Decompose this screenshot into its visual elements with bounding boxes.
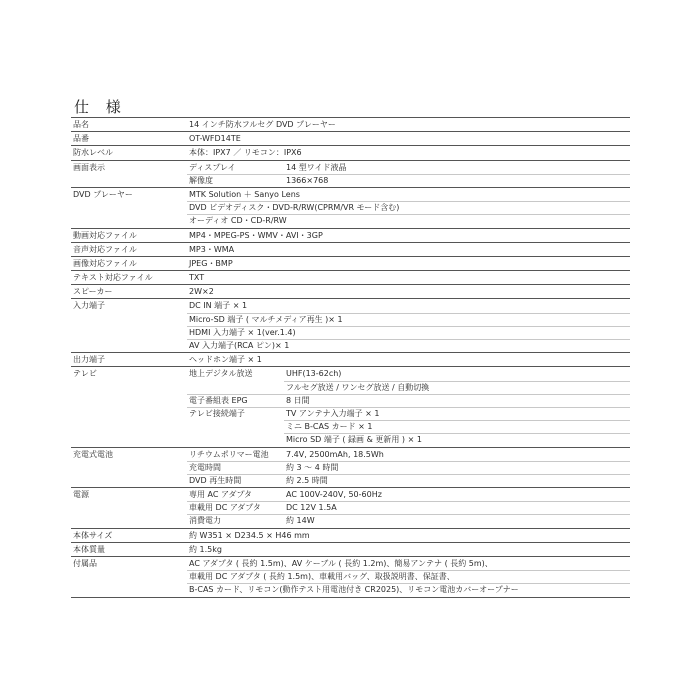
spec-value: UHF(13-62ch) [286, 369, 342, 379]
spec-value: 8 日間 [286, 395, 310, 405]
spec-line [71, 257, 630, 270]
spec-label: テキスト対応ファイル [73, 273, 153, 283]
spec-line [71, 514, 630, 527]
spec-value: 14 インチ防水フルセグ DVD プレーヤー [189, 120, 336, 129]
spec-line [71, 570, 630, 583]
spec-line [71, 529, 630, 542]
spec-value: MP4・MPEG-PS・WMV・AVI・3GP [189, 230, 323, 240]
spec-value: MP3・WMA [189, 244, 235, 254]
spec-label: 本体サイズ [73, 530, 113, 540]
spec-value: 車載用 DC アダプタ [189, 503, 261, 513]
spec-value: フルセグ放送 / ワンセグ放送 / 自動切換 [286, 382, 430, 392]
sub-divider [187, 201, 630, 202]
spec-value: 約 3 ～ 4 時間 [286, 462, 339, 472]
spec-line [71, 583, 630, 596]
sub-divider [187, 407, 630, 408]
spec-label: 充電式電池 [73, 449, 113, 459]
spec-row [71, 270, 630, 284]
spec-value: ヘッドホン端子 × 1 [189, 355, 262, 365]
spec-value: リチウムポリマー電池 [189, 449, 269, 459]
spec-row [71, 542, 630, 556]
spec-value: 地上デジタル放送 [189, 369, 253, 379]
spec-line [71, 243, 630, 256]
spec-value: B-CAS カード、リモコン(動作テスト用電池付き CR2025)、リモコン電池カバーオープナー [189, 585, 519, 595]
spec-line [71, 420, 630, 433]
spec-label: 品名 [73, 120, 89, 129]
spec-label: テレビ [73, 369, 97, 379]
spec-row [71, 284, 630, 298]
spec-row [71, 366, 630, 446]
sub-divider [187, 474, 630, 475]
spec-value: TV アンテナ入力端子 × 1 [286, 408, 380, 418]
spec-line [71, 367, 630, 380]
spec-line [71, 299, 630, 312]
spec-line [71, 229, 630, 242]
spec-label: 入力端子 [73, 301, 105, 311]
spec-label: 品番 [73, 134, 89, 144]
spec-line [71, 326, 630, 339]
spec-line [71, 501, 630, 514]
spec-value: Micro SD 端子 ( 録画 & 更新用 ) × 1 [286, 435, 422, 445]
spec-label: 本体質量 [73, 544, 105, 554]
spec-row [71, 352, 630, 366]
sub-divider [187, 501, 630, 502]
spec-value: HDMI 入力端子 × 1(ver.1.4) [189, 327, 296, 337]
spec-line [71, 214, 630, 227]
spec-line [71, 132, 630, 145]
sub-divider [284, 433, 630, 434]
spec-value: 約 1.5kg [189, 544, 222, 554]
spec-value: 2W×2 [189, 287, 214, 297]
spec-row [71, 528, 630, 542]
spec-label: 画面表示 [73, 162, 105, 172]
spec-row [71, 556, 630, 598]
spec-line [71, 474, 630, 487]
spec-value: 専用 AC アダプタ [189, 490, 252, 500]
spec-value: 電子番組表 EPG [189, 395, 248, 405]
spec-label: 電源 [73, 490, 89, 500]
sub-divider [187, 326, 630, 327]
sub-divider [187, 570, 630, 571]
spec-row [71, 256, 630, 270]
spec-line [71, 161, 630, 174]
spec-table [71, 117, 630, 598]
spec-value: Micro-SD 端子 ( マルチメディア再生 )× 1 [189, 314, 343, 324]
sub-divider [187, 461, 630, 462]
spec-label: 動画対応ファイル [73, 230, 137, 240]
spec-line [71, 488, 630, 501]
spec-line [71, 174, 630, 187]
spec-row [71, 447, 630, 488]
spec-line [71, 339, 630, 352]
spec-value: MTK Solution ＋ Sanyo Lens [189, 189, 300, 199]
spec-value: DC IN 端子 × 1 [189, 301, 248, 311]
spec-row [71, 145, 630, 159]
spec-row [71, 228, 630, 242]
spec-value: 約 2.5 時間 [286, 475, 328, 485]
spec-label: スピーカー [73, 287, 113, 297]
spec-value: ミニ B-CAS カード × 1 [286, 422, 373, 432]
spec-line [71, 381, 630, 394]
spec-line [71, 285, 630, 298]
spec-value: 7.4V, 2500mAh, 18.5Wh [286, 449, 384, 459]
sub-divider [187, 394, 630, 395]
spec-line [71, 118, 630, 131]
spec-value: JPEG・BMP [189, 258, 233, 268]
spec-value: 約 14W [286, 516, 315, 526]
spec-line [71, 201, 630, 214]
spec-label: 防水レベル [73, 148, 113, 158]
spec-value: OT-WFD14TE [189, 134, 241, 144]
spec-line [71, 557, 630, 570]
spec-value: 消費電力 [189, 516, 221, 526]
page-title: 仕 様 [74, 98, 127, 116]
spec-line [71, 353, 630, 366]
spec-value: 解像度 [189, 175, 213, 185]
spec-value: 1366×768 [286, 175, 329, 185]
spec-line [71, 433, 630, 446]
spec-value: AC 100V-240V, 50-60Hz [286, 490, 382, 500]
spec-label: 音声対応ファイル [73, 244, 137, 254]
spec-row [71, 160, 630, 187]
spec-value: DVD ビデオディスク・DVD-R/RW(CPRM/VR モード含む) [189, 203, 400, 213]
sub-divider [187, 514, 630, 515]
spec-row [71, 298, 630, 352]
spec-value: 車載用 DC アダプタ ( 長約 1.5m)、車載用バッグ、取扱説明書、保証書、 [189, 572, 455, 582]
spec-line [71, 448, 630, 461]
sub-divider [284, 420, 630, 421]
spec-line [71, 461, 630, 474]
spec-row [71, 487, 630, 528]
spec-line [71, 271, 630, 284]
spec-value: 14 型ワイド液晶 [286, 162, 347, 172]
sub-divider [284, 381, 630, 382]
sub-divider [187, 174, 630, 175]
spec-value: 充電時間 [189, 462, 221, 472]
spec-row [71, 117, 630, 131]
spec-line [71, 313, 630, 326]
spec-value: オーディオ CD・CD-R/RW [189, 216, 287, 226]
spec-line [71, 394, 630, 407]
spec-value: AC アダプタ ( 長約 1.5m)、AV ケーブル ( 長約 1.2m)、簡易アンテナ ( 長約 5m)、 [189, 559, 493, 568]
spec-label: 付属品 [73, 559, 97, 568]
spec-value: テレビ接続端子 [189, 408, 245, 418]
spec-row [71, 131, 630, 145]
spec-line [71, 146, 630, 159]
spec-row [71, 242, 630, 256]
spec-value: ディスプレイ [189, 162, 236, 172]
spec-value: DC 12V 1.5A [286, 503, 337, 513]
spec-value: TXT [189, 273, 205, 283]
spec-row [71, 187, 630, 228]
sub-divider [187, 583, 630, 584]
spec-label: 画像対応ファイル [73, 258, 137, 268]
spec-label: DVD プレーヤー [73, 189, 133, 199]
sub-divider [187, 214, 630, 215]
spec-value: AV 入力端子(RCA ピン)× 1 [189, 341, 290, 350]
spec-line [71, 407, 630, 420]
spec-label: 出力端子 [73, 355, 105, 365]
spec-line [71, 188, 630, 201]
spec-value: DVD 再生時間 [189, 475, 242, 485]
spec-value: 約 W351 × D234.5 × H46 mm [189, 530, 310, 540]
spec-value: 本体：IPX7 ／ リモコン：IPX6 [189, 148, 302, 158]
sub-divider [187, 339, 630, 340]
spec-line [71, 543, 630, 556]
sub-divider [187, 313, 630, 314]
